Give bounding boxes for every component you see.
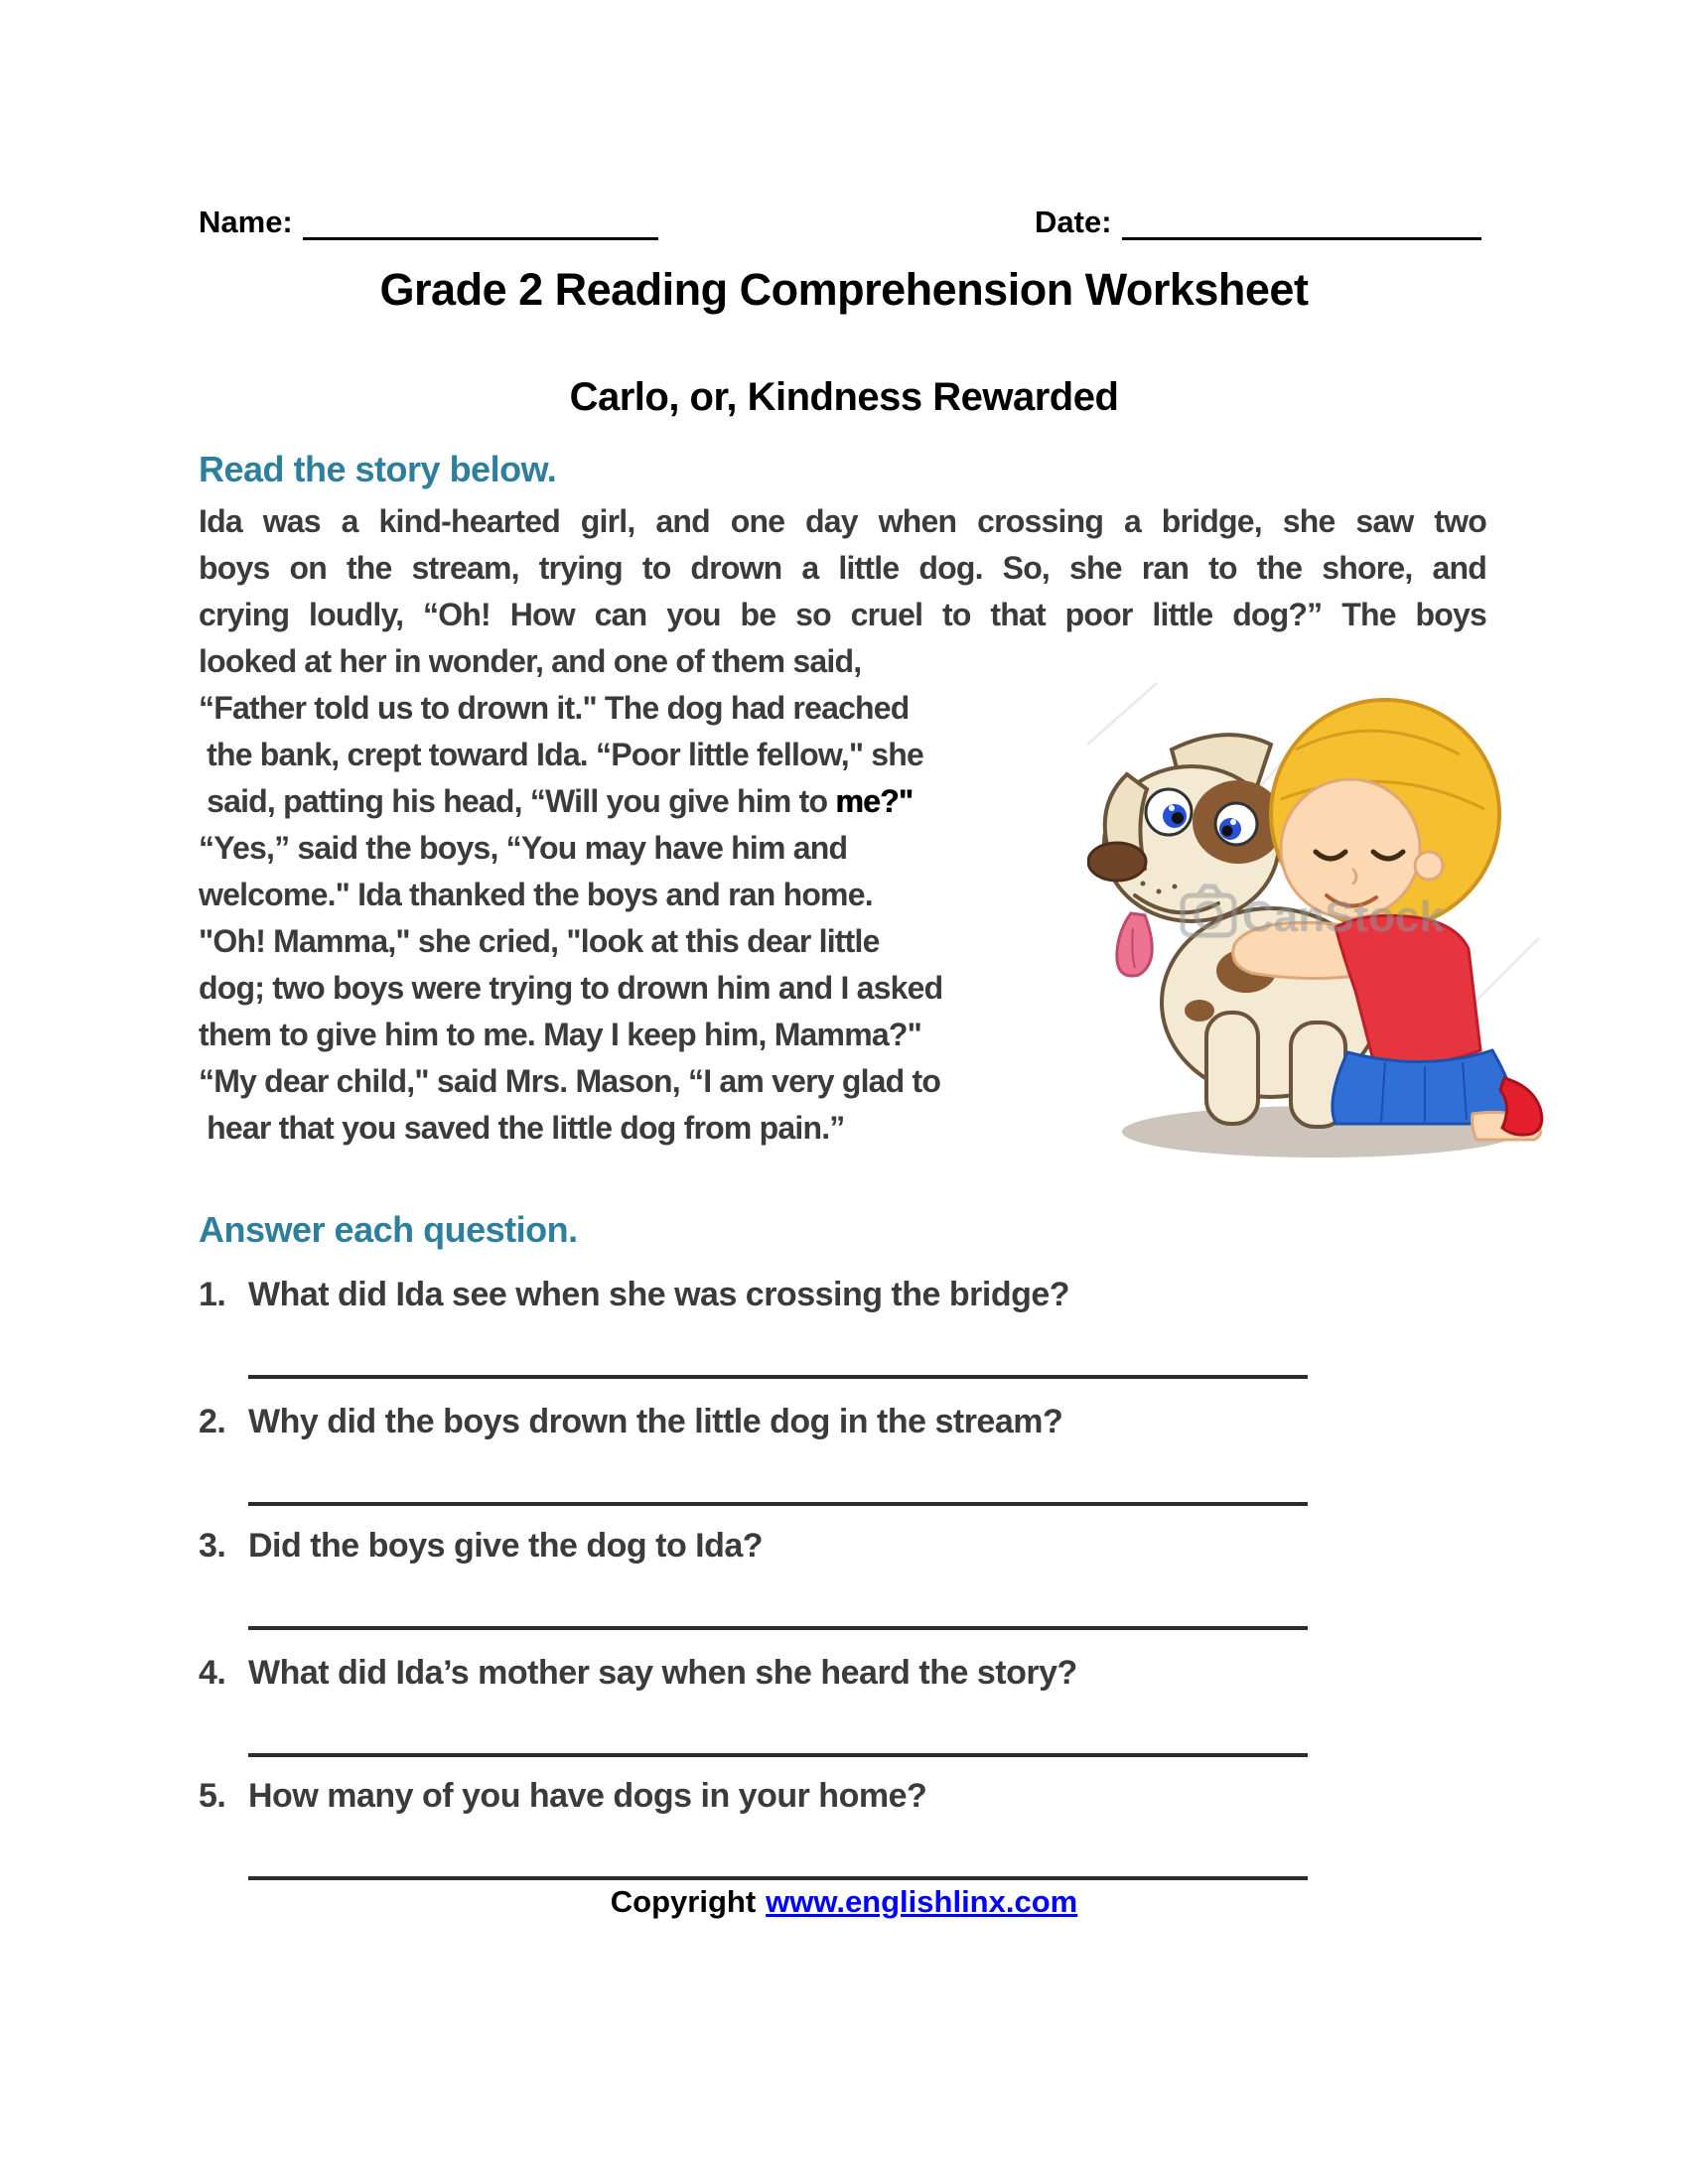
dog-nose (1088, 843, 1146, 881)
question-number: 1. (199, 1276, 226, 1313)
question-2 (199, 1403, 1430, 1441)
story-line-prefix: said, patting his head, “Will you give him to (199, 783, 836, 819)
question-text: How many of you have dogs in your home? (248, 1777, 927, 1815)
read-story-heading: Read the story below. (199, 449, 557, 489)
story-line: crying loudly, “Oh! How can you be so cruel to that poor little dog?” The boys (199, 597, 1486, 632)
question-text: What did Ida see when she was crossing the bridge? (248, 1276, 1070, 1313)
answer-blank-line[interactable] (248, 1876, 1308, 1880)
answer-blank-line[interactable] (248, 1502, 1308, 1506)
question-4 (199, 1654, 1430, 1693)
story-line: them to give him to me. May I keep him, Mamma?" (199, 1017, 921, 1052)
story-line-emphasis: me?" (835, 783, 914, 819)
canstock-watermark (1183, 887, 1444, 941)
page-title: Grade 2 Reading Comprehension Worksheet (379, 264, 1309, 315)
story-line: “My dear child," said Mrs. Mason, “I am very glad to (199, 1063, 941, 1099)
story-line: welcome." Ida thanked the boys and ran home. (199, 877, 873, 912)
story-illustration (1087, 675, 1544, 1166)
story-line: the bank, crept toward Ida. “Poor little fellow," she (199, 737, 924, 772)
girl-ear (1415, 852, 1443, 880)
question-5 (199, 1777, 1430, 1816)
question-text: Did the boys give the dog to Ida? (248, 1527, 764, 1565)
story-line: Ida was a kind-hearted girl, and one day when crossing a bridge, she saw two (199, 503, 1486, 539)
question-number: 2. (199, 1403, 226, 1440)
date-label: Date: (1035, 205, 1112, 239)
story-line: "Oh! Mamma," she cried, "look at this dear little (199, 923, 880, 959)
question-number: 5. (199, 1777, 226, 1815)
question-3 (199, 1527, 1430, 1566)
copyright-label: Copyright (610, 1884, 757, 1919)
story-line: dog; two boys were trying to drown him and I asked (199, 970, 943, 1006)
story-line: “Father told us to drown it." The dog had reached (199, 690, 910, 726)
question-number: 4. (199, 1654, 226, 1692)
answer-questions-heading: Answer each question. (199, 1209, 578, 1250)
name-blank-line[interactable] (303, 204, 658, 240)
story-line: boys on the stream, trying to drown a little dog. So, she ran to the shore, and (199, 550, 1486, 586)
answer-blank-line[interactable] (248, 1626, 1308, 1630)
watermark-text: CanStock (1242, 892, 1444, 941)
story-line: “Yes,” said the boys, “You may have him and (199, 830, 848, 866)
question-text: What did Ida’s mother say when she heard the story? (248, 1654, 1077, 1692)
story-line: looked at her in wonder, and one of them said, (199, 643, 862, 679)
story-title: Carlo, or, Kindness Rewarded (569, 375, 1119, 419)
girl-shoe (1500, 1078, 1542, 1135)
englishlinx-link[interactable]: www.englishlinx.com (766, 1884, 1078, 1919)
name-field (199, 204, 658, 240)
date-blank-line[interactable] (1122, 204, 1481, 240)
question-1 (199, 1276, 1430, 1314)
footer (0, 1884, 1688, 1920)
question-number: 3. (199, 1527, 226, 1565)
question-text: Why did the boys drown the little dog in the stream? (248, 1403, 1063, 1440)
answer-blank-line[interactable] (248, 1375, 1308, 1379)
date-field (1035, 204, 1481, 240)
answer-blank-line[interactable] (248, 1753, 1308, 1757)
story-line: hear that you saved the little dog from pain.” (199, 1110, 845, 1146)
name-label: Name: (199, 205, 293, 239)
